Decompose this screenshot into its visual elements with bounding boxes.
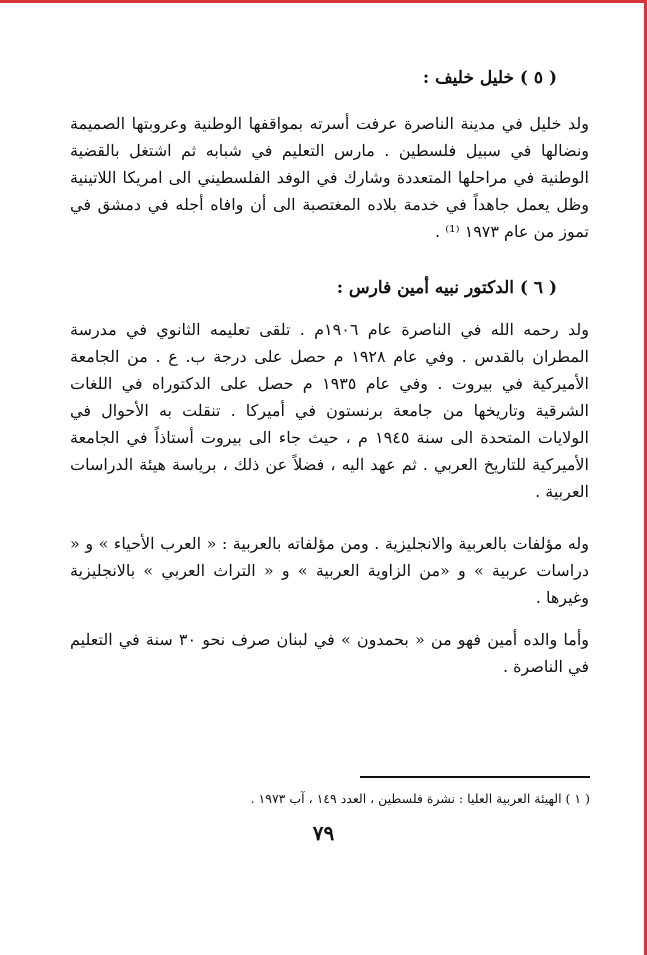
section-6-paragraph-2: وله مؤلفات بالعربية والانجليزية . ومن مؤلفاته بالعربية : « العرب الأحياء » و « دراسات عربية » و «من الزاوية العربية » و « التراث العربي » بالانجليزية وغيرها .	[70, 534, 589, 607]
page-number: ٧٩	[312, 821, 335, 845]
footnote-divider	[360, 776, 590, 778]
section-6-paragraph-1: ولد رحمه الله في الناصرة عام ١٩٠٦م . تلقى تعليمه الثانوي في مدرسة المطران بالقدس . وفي عام ١٩٢٨ م حصل على درجة ب. ع . من الجامعة الأميركية في بيروت . وفي عام ١٩٣٥ م حصل على الدكتوراه في اللغات الشرقية وتاريخها من جامعة برنستون في أميركا . تنقلت به الأحوال في الولايات المتحدة الى سنة ١٩٤٥ م ، حيث جاء الى بيروت أستاذاً في الجامعة الأميركية للتاريخ العربي . ثم عهد اليه ، فضلاً عن ذلك ، برياسة هيئة الدراسات العربية .	[70, 320, 590, 501]
section-5-heading: ( ٥ ) خليل خليف :	[422, 68, 557, 88]
section-6-paragraph-3: وأما والده أمين فهو من « بحمدون » في لبنان صرف نحو ٣٠ سنة في التعليم في الناصرة .	[70, 630, 589, 676]
footnote: ( ١ ) الهيئة العربية العليا : نشرة فلسطين ، العدد ١٤٩ ، آب ١٩٧٣ .	[250, 791, 590, 806]
section-6-heading: ( ٦ ) الدكتور نبيه أمين فارس :	[336, 278, 557, 298]
section-5-paragraph: ولد خليل في مدينة الناصرة عرفت أسرته بمواقفها الوطنية وعروبتها الصميمة ونضالها في سبيل فلسطين . مارس التعليم في شبابه ثم اشتغل بالقضية الوطنية في مراحلها المتعددة وشارك في الوفد الفلسطيني الى امريكا اللاتينية وظل يعمل جاهداً في خدمة بلاده المغتصبة الى أن وافاه أجله في دمشق في تموز من عام ١٩٧٣ ⁽¹⁾ .	[70, 114, 589, 241]
